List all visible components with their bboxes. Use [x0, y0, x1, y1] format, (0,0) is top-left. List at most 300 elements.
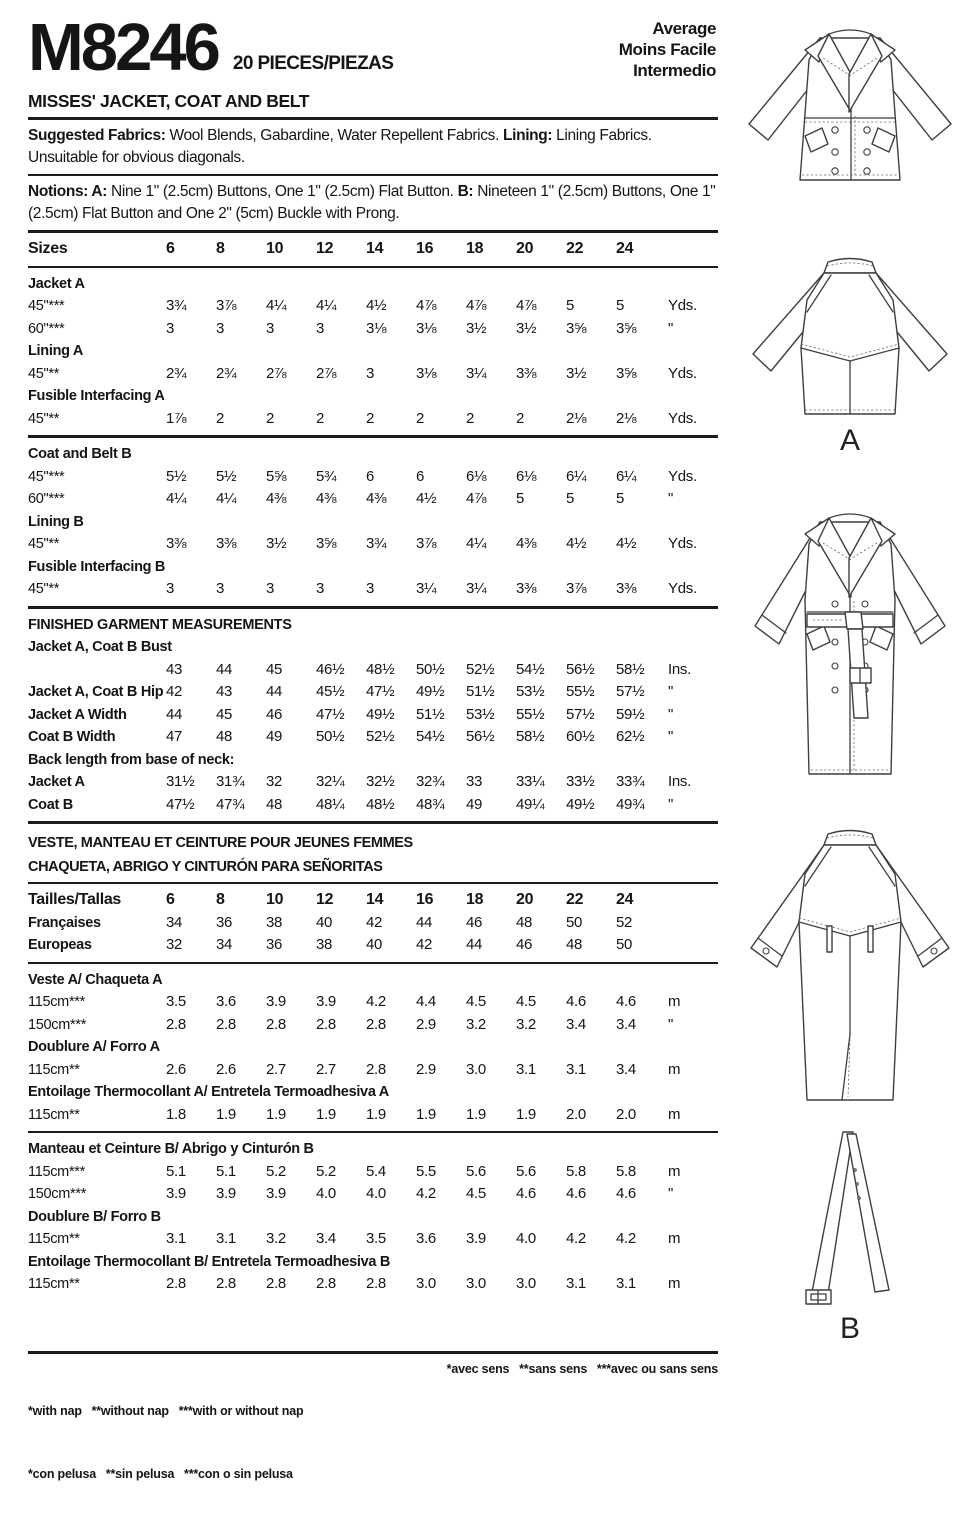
table-cell: 5 — [616, 490, 625, 507]
table-row — [28, 614, 718, 637]
table-cell: 34 — [166, 913, 183, 931]
row-label: Doublure B/ Forro B — [28, 1208, 161, 1225]
table-cell: 4.6 — [616, 993, 636, 1010]
divider — [28, 230, 718, 233]
table-cell: 48½ — [366, 660, 395, 678]
table-cell: 14 — [366, 240, 384, 257]
unit-cell: m — [668, 1275, 681, 1292]
row-label: Lining B — [28, 513, 84, 530]
table-row — [28, 363, 718, 386]
table-cell: 3⅛ — [416, 364, 437, 382]
row-label: Coat and Belt B — [28, 446, 132, 462]
table-cell: 42 — [366, 913, 383, 931]
footnotes-left — [28, 1359, 303, 1527]
table-cell: 4½ — [416, 490, 437, 507]
table-cell: 4.0 — [516, 1230, 536, 1247]
table-cell: 2.8 — [166, 1275, 186, 1292]
table-cell: 6 — [166, 240, 175, 257]
table-cell: 52½ — [366, 728, 395, 745]
table-cell: 43 — [216, 683, 233, 700]
table-row — [28, 934, 718, 957]
difficulty-levels — [619, 18, 716, 81]
table-cell: 3.5 — [366, 1230, 386, 1247]
table-cell: 5⅝ — [266, 467, 287, 485]
table-cell: 3¾ — [166, 297, 187, 314]
pieces-count: 20 PIECES/PIEZAS — [232, 53, 394, 74]
table-cell: 3.1 — [566, 1275, 586, 1292]
table-cell: 2.0 — [616, 1105, 636, 1123]
table-cell: 48 — [216, 728, 233, 745]
table-cell: 3 — [366, 580, 375, 597]
table-cell: 47¾ — [216, 795, 245, 813]
table-cell: 2.7 — [266, 1060, 286, 1078]
table-cell: 48 — [516, 913, 533, 931]
table-cell: 45 — [266, 660, 283, 678]
row-label: Jacket A, Coat B Hip — [28, 684, 164, 700]
table-cell: 46 — [516, 936, 533, 953]
table-cell: 1.9 — [266, 1105, 286, 1123]
table-cell: 3⅝ — [316, 535, 337, 552]
table-cell: 54½ — [516, 660, 545, 678]
table-cell: 60½ — [566, 728, 595, 745]
table-cell: 4.2 — [616, 1230, 636, 1247]
row-label: Coat B — [28, 796, 73, 813]
table-cell: 2.8 — [316, 1275, 336, 1292]
coat-back-lines — [751, 831, 949, 1101]
belt-lines — [806, 1132, 889, 1304]
table-row — [28, 829, 718, 853]
table-cell: 4.0 — [316, 1185, 336, 1202]
footnote-english: *with nap **without nap ***with or without nap — [28, 1404, 304, 1418]
row-label: 45"** — [28, 536, 60, 552]
title-row — [28, 10, 718, 85]
row-label: VESTE, MANTEAU ET CEINTURE POUR JEUNES FEMMES — [28, 835, 413, 851]
row-label: FINISHED GARMENT MEASUREMENTS — [28, 616, 292, 633]
table-cell: 2⅛ — [616, 409, 637, 427]
jacket-back-lines — [753, 259, 947, 415]
table-cell: 3⅜ — [166, 535, 187, 552]
table-cell: 4⅜ — [366, 490, 387, 507]
divider — [28, 882, 718, 884]
row-label: 115cm** — [28, 1061, 80, 1078]
table-cell: 4.2 — [416, 1185, 436, 1202]
table-cell: 3⅛ — [416, 319, 437, 337]
table-cell: 8 — [216, 891, 225, 908]
table-cell: 44 — [466, 936, 483, 953]
table-cell: 50 — [616, 936, 633, 953]
table-cell: 12 — [316, 240, 334, 257]
table-cell: 58½ — [516, 728, 545, 745]
table-cell: 40 — [316, 913, 333, 931]
belt-b-illustration — [735, 1126, 965, 1310]
table-cell: 5.2 — [266, 1162, 286, 1180]
table-cell: 4¼ — [266, 297, 287, 314]
table-cell: 3.0 — [416, 1275, 436, 1292]
row-label: 115cm** — [28, 1276, 80, 1292]
unit-cell: Yds. — [668, 297, 697, 314]
table-cell: 3⅞ — [416, 535, 437, 552]
row-label: Jacket A Width — [28, 706, 127, 723]
table-row — [28, 578, 718, 601]
table-cell: 2⅞ — [316, 364, 337, 382]
divider — [28, 117, 718, 120]
table-row — [28, 1081, 718, 1104]
table-cell: 4⅜ — [516, 535, 537, 552]
table-cell: 49½ — [566, 795, 595, 813]
table-row — [28, 443, 718, 466]
unit-cell: " — [668, 683, 674, 700]
row-label: Entoilage Thermocollant B/ Entretela Termoadhesiva B — [28, 1253, 391, 1270]
divider — [28, 962, 718, 964]
table-cell: 33½ — [566, 773, 595, 790]
table-cell: 3 — [366, 364, 375, 382]
table-row — [28, 681, 718, 704]
table-cell: 22 — [566, 891, 584, 908]
table-row — [28, 659, 718, 682]
table-cell: 6⅛ — [516, 467, 537, 485]
table-cell: 47½ — [366, 683, 395, 700]
row-label: Jacket A, Coat B Bust — [28, 639, 172, 655]
table-cell: 57½ — [616, 683, 645, 700]
table-cell: 4⅞ — [516, 297, 537, 314]
unit-cell: Ins. — [668, 660, 691, 678]
table-cell: 3⅛ — [366, 319, 387, 337]
divider — [28, 606, 718, 609]
table-cell: 55½ — [566, 683, 595, 700]
table-cell: 22 — [566, 240, 584, 257]
table-cell: 20 — [516, 891, 534, 908]
row-label: 60"*** — [28, 491, 65, 507]
table-cell: 3⅜ — [216, 535, 237, 552]
table-cell: 2⅞ — [266, 364, 287, 382]
table-cell: 6¼ — [566, 467, 587, 485]
divider — [28, 1131, 718, 1133]
table-cell: 4.4 — [416, 993, 436, 1010]
table-row — [28, 1036, 718, 1059]
table-row — [28, 533, 718, 556]
table-cell: 1.9 — [366, 1105, 386, 1123]
footnotes — [28, 1346, 718, 1527]
unit-cell: " — [668, 1015, 674, 1033]
table-cell: 40 — [366, 936, 383, 953]
divider — [28, 174, 718, 176]
difficulty-english: Average — [652, 19, 716, 38]
table-row — [28, 636, 718, 659]
table-cell: 44 — [416, 913, 433, 931]
table-cell: 3.9 — [466, 1230, 486, 1247]
table-row — [28, 1228, 718, 1251]
table-cell: 48¾ — [416, 795, 445, 813]
table-row — [28, 1251, 718, 1274]
unit-cell: m — [668, 1105, 681, 1123]
row-label: CHAQUETA, ABRIGO Y CINTURÓN PARA SEÑORITAS — [28, 859, 383, 875]
table-cell: 50½ — [416, 660, 445, 678]
table-cell: 3.9 — [266, 993, 286, 1010]
table-cell: 3.4 — [566, 1015, 586, 1033]
table-cell: 5 — [566, 297, 575, 314]
notions-label: Notions: A: — [28, 183, 108, 200]
table-cell: 45½ — [316, 683, 345, 700]
table-cell: 3¾ — [366, 535, 387, 552]
table-cell: 38 — [266, 913, 283, 931]
footnote-row — [28, 1359, 718, 1527]
table-row — [28, 749, 718, 772]
table-cell: 43 — [166, 660, 183, 678]
table-row — [28, 1161, 718, 1184]
unit-cell: " — [668, 1185, 674, 1202]
table-row — [28, 1014, 718, 1037]
row-label: Coat B Width — [28, 729, 116, 745]
row-label: 150cm*** — [28, 1016, 87, 1033]
table-row — [28, 385, 718, 408]
table-cell: 1.9 — [316, 1105, 336, 1123]
table-cell: 3.6 — [416, 1230, 436, 1247]
table-cell: 4½ — [366, 297, 387, 314]
table-cell: 2 — [366, 409, 375, 427]
unit-cell: m — [668, 993, 681, 1010]
table-cell: 5.8 — [566, 1162, 586, 1180]
table-cell: 3 — [266, 319, 275, 337]
table-cell: 47½ — [166, 795, 195, 813]
unit-cell: Yds. — [668, 467, 697, 485]
table-row — [28, 889, 718, 912]
table-cell: 55½ — [516, 705, 545, 723]
unit-cell: Yds. — [668, 535, 697, 552]
divider — [28, 435, 718, 438]
table-cell: 5.6 — [516, 1162, 536, 1180]
table-row — [28, 466, 718, 489]
table-row — [28, 853, 718, 877]
row-label: 45"*** — [28, 298, 65, 314]
table-cell: 2 — [466, 409, 475, 427]
table-cell: 3 — [166, 319, 175, 337]
table-cell: 4⅞ — [416, 297, 437, 314]
table-cell: 3½ — [566, 364, 587, 382]
view-b-label: B — [839, 1312, 860, 1345]
table-cell: 2 — [216, 409, 225, 427]
table-cell: 49 — [466, 795, 483, 813]
table-cell: 31¾ — [216, 773, 245, 790]
table-row — [28, 969, 718, 992]
table-cell: 5½ — [216, 467, 237, 485]
notions-paragraph — [28, 181, 718, 225]
table-row — [28, 1059, 718, 1082]
table-row — [28, 1138, 718, 1161]
table-cell: 3 — [316, 319, 325, 337]
table-cell: 24 — [616, 240, 634, 257]
notions-text-b: Nineteen 1" (2.5cm) Buttons, One 1" (2.5cm) Flat Button and One 2" (5cm) Buckle with Prong. — [28, 183, 716, 222]
table-cell: 3.9 — [166, 1185, 186, 1202]
row-label: Doublure A/ Forro A — [28, 1039, 160, 1055]
table-cell: 46 — [266, 705, 283, 723]
table-row — [28, 991, 718, 1014]
garment-title: MISSES' JACKET, COAT AND BELT — [28, 91, 310, 111]
table-cell: 33 — [466, 773, 483, 790]
row-label: 115cm** — [28, 1231, 80, 1247]
table-cell: 52 — [616, 913, 633, 931]
table-cell: 2.6 — [216, 1060, 236, 1078]
table-cell: 3.2 — [266, 1230, 286, 1247]
table-row — [28, 273, 718, 296]
table-cell: 3.4 — [316, 1230, 336, 1247]
table-cell: 3 — [216, 319, 225, 337]
row-label: Fusible Interfacing A — [28, 388, 165, 404]
table-cell: 38 — [316, 936, 333, 953]
table-row — [28, 1206, 718, 1229]
table-cell: 5.1 — [166, 1162, 186, 1180]
table-cell: 50½ — [316, 728, 345, 745]
table-cell: 5.1 — [216, 1162, 236, 1180]
table-row — [28, 771, 718, 794]
table-cell: 1⅞ — [166, 409, 187, 427]
table-cell: 33¾ — [616, 773, 645, 790]
table-cell: 4.6 — [516, 1185, 536, 1202]
table-cell: 4⅜ — [316, 490, 337, 507]
table-cell: 48½ — [366, 795, 395, 813]
table-cell: 32½ — [366, 773, 395, 790]
table-cell: 56½ — [466, 728, 495, 745]
table-cell: 49¾ — [616, 795, 645, 813]
table-row — [28, 408, 718, 431]
table-cell: 20 — [516, 240, 534, 257]
table-cell: 2.6 — [166, 1060, 186, 1078]
yardage-chart-column — [28, 10, 718, 1296]
table-cell: 51½ — [466, 683, 495, 700]
table-cell: 3⅞ — [216, 297, 237, 314]
table-cell: 4⅜ — [266, 490, 287, 507]
table-cell: 3.1 — [616, 1275, 636, 1292]
table-cell: 47½ — [316, 705, 345, 723]
table-cell: 16 — [416, 240, 434, 257]
row-label: 45"** — [28, 365, 60, 382]
table-cell: 57½ — [566, 705, 595, 723]
table-cell: 4.2 — [566, 1230, 586, 1247]
table-cell: 56½ — [566, 660, 595, 678]
table-cell: 4¼ — [316, 297, 337, 314]
table-cell: 2¾ — [166, 364, 187, 382]
suggested-fabrics-text: Wool Blends, Gabardine, Water Repellent Fabrics. — [165, 127, 503, 144]
table-cell: 2.9 — [416, 1060, 436, 1078]
table-cell: 24 — [616, 891, 634, 908]
jacket-front-lines — [749, 30, 951, 180]
row-label: Jacket A — [28, 275, 85, 292]
table-cell: 5.8 — [616, 1162, 636, 1180]
table-cell: 3.9 — [316, 993, 336, 1010]
table-row — [28, 912, 718, 935]
table-cell: 2 — [316, 409, 325, 427]
table-row — [28, 704, 718, 727]
table-cell: 2¾ — [216, 364, 237, 382]
table-cell: 2 — [266, 409, 275, 427]
unit-cell: " — [668, 728, 674, 745]
table-cell: 3¼ — [416, 580, 437, 597]
row-label: 115cm*** — [28, 994, 85, 1010]
table-cell: 2.8 — [366, 1015, 386, 1033]
table-cell: 45 — [216, 705, 233, 723]
table-cell: 44 — [266, 683, 283, 700]
unit-cell: Yds. — [668, 364, 697, 382]
table-cell: 52½ — [466, 660, 495, 678]
table-cell: 4¼ — [216, 490, 237, 507]
table-cell: 3½ — [266, 535, 287, 552]
table-cell: 3.9 — [216, 1185, 236, 1202]
coat-b-back-illustration — [735, 826, 965, 1118]
table-cell: 2.7 — [316, 1060, 336, 1078]
row-label: Manteau et Ceinture B/ Abrigo y Cinturón B — [28, 1141, 314, 1157]
row-label: Europeas — [28, 937, 92, 953]
view-a-label: A — [839, 424, 860, 457]
table-cell: 51½ — [416, 705, 445, 723]
unit-cell: m — [668, 1230, 681, 1247]
table-cell: 32 — [266, 773, 283, 790]
unit-cell: m — [668, 1060, 681, 1078]
table-cell: 5 — [616, 297, 625, 314]
table-cell: 4⅞ — [466, 297, 487, 314]
row-label: Jacket A — [28, 774, 85, 790]
row-label: 45"** — [28, 581, 60, 597]
table-cell: 44 — [166, 705, 183, 723]
table-cell: 3½ — [516, 319, 537, 337]
table-cell: 6¼ — [616, 467, 637, 485]
table-row — [28, 556, 718, 579]
table-cell: 2 — [516, 409, 525, 427]
table-cell: 50 — [566, 913, 583, 931]
table-row — [28, 1273, 718, 1296]
table-cell: 2.8 — [166, 1015, 186, 1033]
table-cell: 3⅞ — [566, 580, 587, 597]
table-cell: 2.8 — [366, 1275, 386, 1292]
difficulty-french: Moins Facile — [618, 40, 716, 59]
table-cell: 3.2 — [466, 1015, 486, 1033]
table-cell: 3.0 — [466, 1275, 486, 1292]
table-cell: 1.9 — [516, 1105, 536, 1123]
suggested-fabrics-paragraph — [28, 125, 718, 169]
table-cell: 48¼ — [316, 795, 345, 813]
table-cell: 42 — [166, 683, 183, 700]
table-cell: 3.1 — [516, 1060, 536, 1078]
table-cell: 2.8 — [266, 1015, 286, 1033]
notions-view-b-label: B: — [457, 183, 474, 200]
unit-cell: " — [668, 319, 674, 337]
table-cell: 3.0 — [466, 1060, 486, 1078]
table-cell: 3.4 — [616, 1060, 636, 1078]
table-row — [28, 238, 718, 261]
difficulty-spanish: Intermedio — [633, 61, 716, 80]
jacket-a-front-illustration — [735, 14, 965, 212]
table-cell: 16 — [416, 891, 434, 908]
garment-illustrations — [735, 0, 969, 1411]
table-cell: 53½ — [466, 705, 495, 723]
coat-b-front-illustration — [735, 500, 965, 792]
table-cell: 3.0 — [516, 1275, 536, 1292]
table-cell: 31½ — [166, 773, 195, 790]
row-label: Fusible Interfacing B — [28, 558, 166, 575]
unit-cell: m — [668, 1162, 681, 1180]
table-cell: 2.8 — [216, 1275, 236, 1292]
divider — [28, 266, 718, 268]
table-cell: 4¼ — [466, 535, 487, 552]
unit-cell: " — [668, 795, 674, 813]
row-label: 45"*** — [28, 468, 65, 485]
table-cell: 18 — [466, 240, 484, 257]
table-cell: 49½ — [366, 705, 395, 723]
table-cell: 3.1 — [166, 1230, 186, 1247]
table-cell: 5.6 — [466, 1162, 486, 1180]
lining-text: Lining Fabrics. Unsuitable for obvious diagonals. — [28, 127, 652, 166]
table-cell: 14 — [366, 891, 384, 908]
table-cell: 3¼ — [466, 580, 487, 597]
table-cell: 5 — [516, 490, 525, 507]
